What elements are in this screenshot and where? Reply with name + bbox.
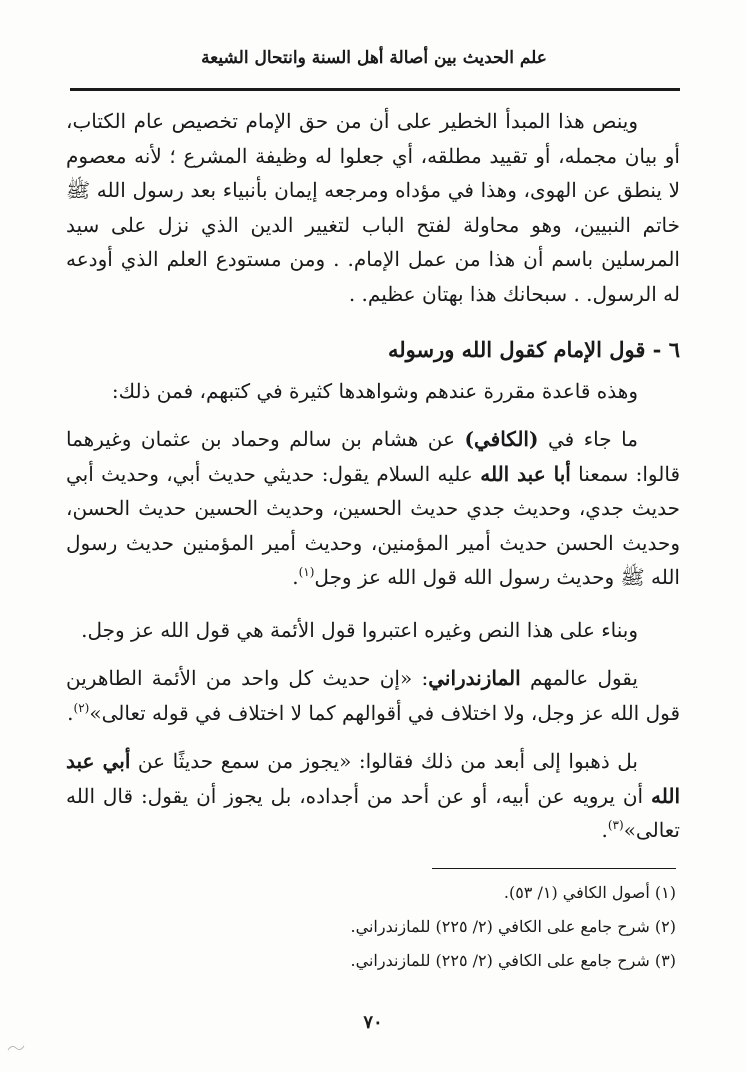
p5-text-b: : «إن حديث كل واحد من الأئمة الطاهرين قول الله عز وجل، ولا اختلاف في أقوالهم كما لا اختلاف في قوله تعالى» <box>66 666 680 725</box>
p6-text-a: بل ذهبوا إلى أبعد من ذلك فقالوا: «يجوز من سمع حديثًا عن <box>130 749 638 773</box>
paragraph-2: وهذه قاعدة مقررة عندهم وشواهدها كثيرة في كتبهم، فمن ذلك: <box>111 378 638 403</box>
book-title-kafi: (الكافي) <box>464 427 539 451</box>
running-header: علم الحديث بين أصالة أهل السنة وانتحال الشيعة <box>201 48 547 68</box>
footnote-1: (١) أصول الكافي (١/ ٥٣). <box>503 883 676 902</box>
p6-text-b: أن يرويه عن أبيه، أو عن أحد من أجداده، بل يجوز أن يقول: قال الله تعالى» <box>66 783 680 842</box>
p6-end: . <box>601 818 608 842</box>
paragraph-4: وبناء على هذا النص وغيره اعتبروا قول الأئمة هي قول الله عز وجل. <box>81 617 638 642</box>
footnotes <box>70 876 676 978</box>
main-text <box>66 104 680 848</box>
name-abi-abdullah: أبي عبد الله <box>66 749 680 808</box>
paragraph-5 <box>66 661 680 730</box>
header-rule <box>70 88 680 91</box>
paragraph-3 <box>66 422 680 595</box>
footnote-separator <box>432 868 676 869</box>
paragraph-1: وينص هذا المبدأ الخطير على أن من حق الإمام تخصيص عام الكتاب، أو بيان مجمله، أو تقييد مطلقه، أي جعلوا له وظيفة المشرع ؛ لأنه معصوم لا ينطق عن الهوى، وهذا في مؤداه ومرجعه إيمان بأنبياء بعد رسول الله ﷺ خاتم النبيين، وهو محاولة لفتح الباب لتغيير الدين الذي نزل على سيد المرسلين باسم أن هذا من عمل الإمام. . ومن مستودع العلم الذي أودعه له الرسول. . سبحانك هذا بهتان عظيم. . <box>66 109 681 306</box>
section-heading: ٦ - قول الإمام كقول الله ورسوله <box>387 337 680 362</box>
p3-text-c: عليه السلام يقول: حديثي حديث أبي، وحديث أبي حديث جدي، وحديث جدي حديث الحسين، وحديث الحسين حديث الحسن، وحديث الحسن حديث أمير المؤمنين، وحديث أمير المؤمنين حديث رسول الله ﷺ وحديث رسول الله قول الله عز وجل <box>66 461 680 589</box>
page-number: ٧٠ <box>363 1012 383 1033</box>
footnote-3: (٣) شرح جامع على الكافي (٢/ ٢٢٥) للمازندراني. <box>350 951 676 970</box>
footnote-2: (٢) شرح جامع على الكافي (٢/ ٢٢٥) للمازندراني. <box>350 917 676 936</box>
p3-text-b: عن هشام بن سالم وحماد بن عثمان وغيرهما قالوا: سمعنا <box>66 427 681 486</box>
footnote-ref-1: (١) <box>298 565 315 579</box>
footnote-ref-2: (٢) <box>73 700 90 715</box>
p5-text-a: يقول عالمهم <box>520 666 638 690</box>
name-mazandarani: المازندراني <box>428 666 521 690</box>
p3-text-a: ما جاء في <box>538 427 638 451</box>
p3-end: . <box>292 565 299 589</box>
scan-mark <box>6 1040 26 1054</box>
name-abu-abdullah: أبا عبد الله <box>480 461 571 486</box>
footnote-ref-3: (٣) <box>607 818 624 832</box>
p5-end: . <box>67 700 74 725</box>
paragraph-6 <box>66 744 680 848</box>
